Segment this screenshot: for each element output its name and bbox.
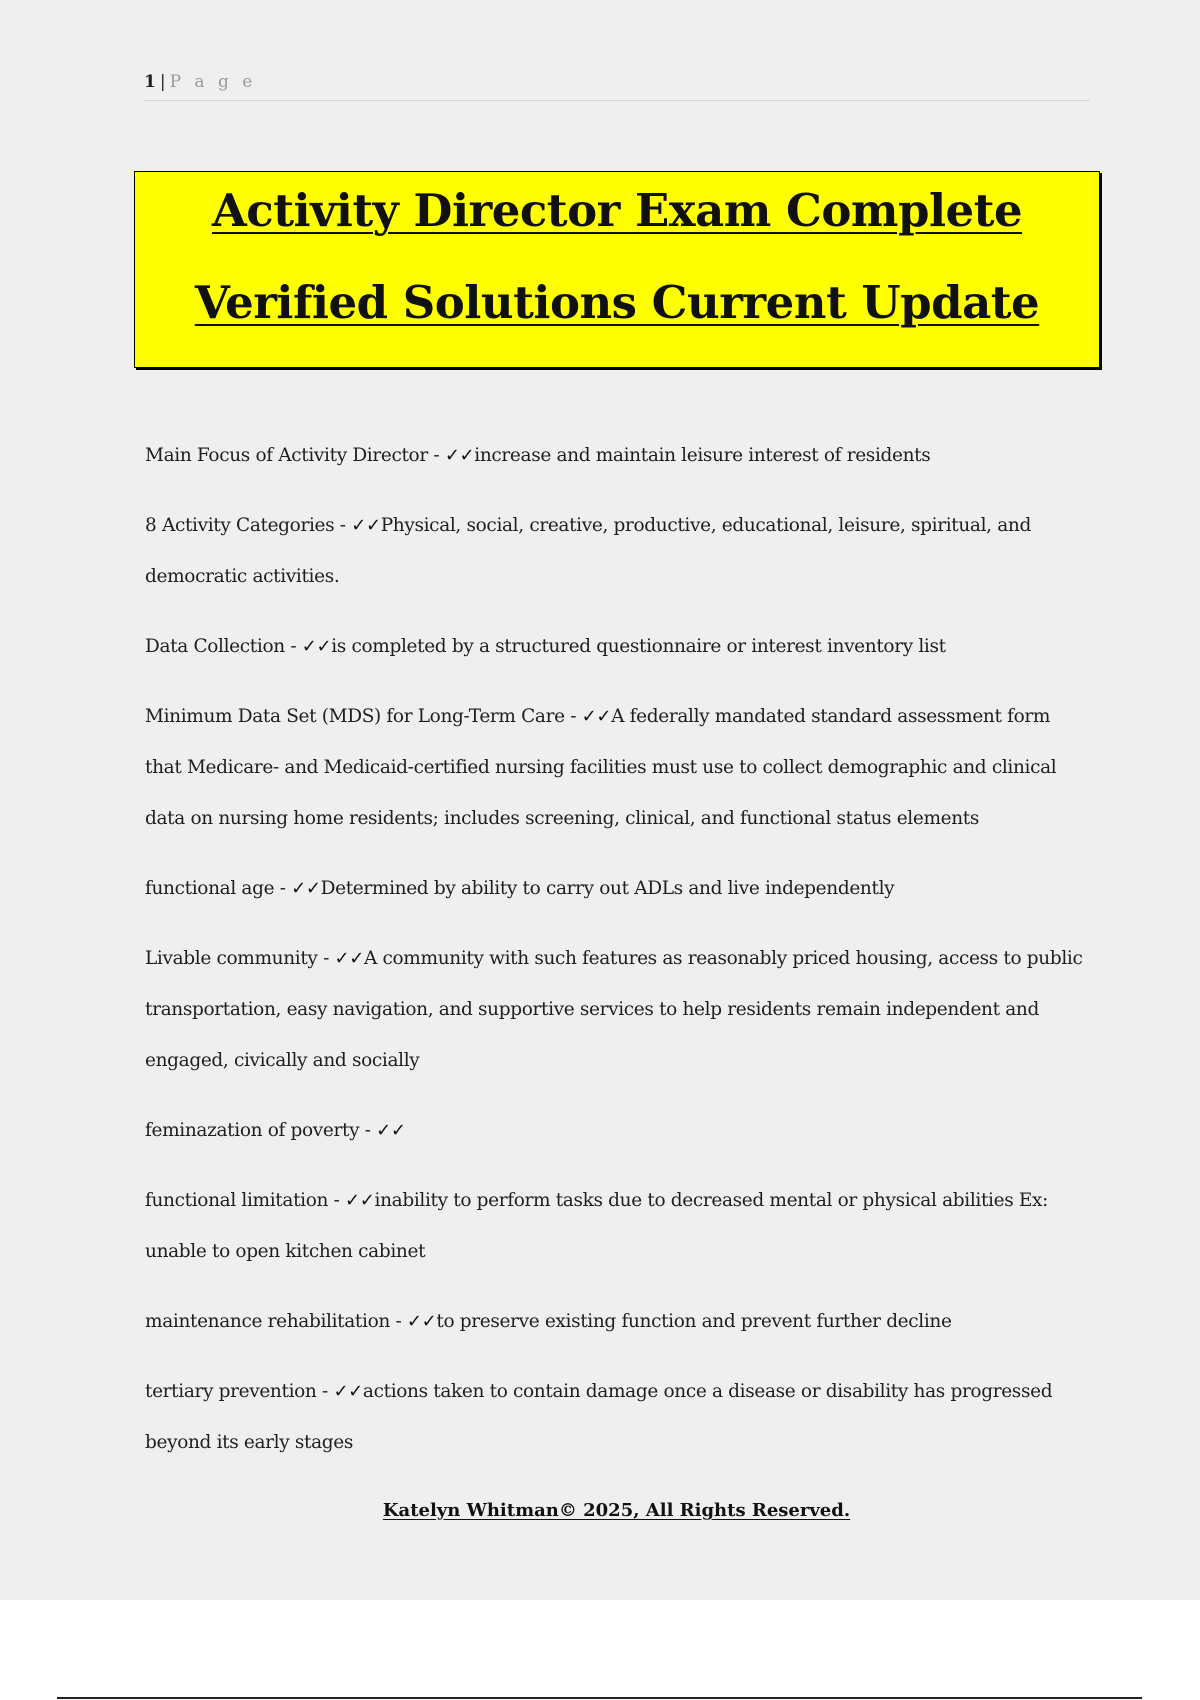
qa-entry: [145, 1105, 1090, 1156]
qa-entry: [145, 621, 1090, 672]
qa-entry: [145, 691, 1090, 844]
qa-entry: [145, 863, 1090, 914]
check-icon: ✓✓: [444, 445, 475, 466]
entry-term: functional age -: [145, 878, 292, 899]
title-line-2: Verified Solutions Current Update: [194, 276, 1040, 329]
entry-definition: inability to perform tasks due to decreased mental or physical abilities Ex: unable to open kitchen cabinet: [145, 1190, 1048, 1262]
entry-term: maintenance rehabilitation -: [145, 1311, 407, 1332]
entry-term: Minimum Data Set (MDS) for Long-Term Care -: [145, 706, 582, 727]
qa-entry: [145, 1296, 1090, 1347]
page-number: 1: [144, 72, 156, 92]
check-icon: ✓✓: [334, 948, 364, 969]
check-icon: ✓✓: [333, 1381, 363, 1402]
qa-entry: [145, 933, 1090, 1086]
entry-term: tertiary prevention -: [145, 1381, 334, 1402]
title-line-1: Activity Director Exam Complete: [211, 184, 1023, 237]
entry-definition: Physical, social, creative, productive, educational, leisure, spiritual, and democratic activities.: [145, 515, 1031, 587]
entry-definition: Determined by ability to carry out ADLs and live independently: [320, 878, 895, 899]
entry-term: Data Collection -: [145, 636, 302, 657]
entry-term: feminazation of poverty -: [145, 1120, 377, 1141]
copyright-footer: [0, 1500, 1200, 1521]
qa-entry: [145, 1175, 1090, 1277]
qa-entry: [145, 1366, 1090, 1468]
check-icon: ✓✓: [301, 636, 332, 657]
qa-entry: [145, 430, 1090, 481]
entry-term: Main Focus of Activity Director -: [145, 445, 445, 466]
page-label: P a g e: [169, 72, 257, 92]
entry-definition: increase and maintain leisure interest of residents: [474, 445, 931, 466]
check-icon: ✓✓: [345, 1190, 375, 1211]
page-separator: |: [159, 72, 166, 92]
qa-list: [145, 430, 1090, 1487]
bottom-divider: [57, 1697, 1142, 1699]
entry-term: functional limitation -: [145, 1190, 346, 1211]
check-icon: ✓✓: [291, 878, 321, 899]
entry-term: 8 Activity Categories -: [145, 515, 352, 536]
check-icon: ✓✓: [581, 706, 612, 727]
check-icon: ✓✓: [376, 1120, 406, 1141]
page-header: [144, 72, 1090, 101]
entry-definition: to preserve existing function and prevent further decline: [436, 1311, 952, 1332]
check-icon: ✓✓: [406, 1311, 437, 1332]
copyright-text: Katelyn Whitman© 2025, All Rights Reserved.: [382, 1500, 851, 1521]
check-icon: ✓✓: [351, 515, 381, 536]
entry-definition: actions taken to contain damage once a disease or disability has progressed beyond its early stages: [145, 1381, 1053, 1453]
qa-entry: [145, 500, 1090, 602]
entry-definition: A federally mandated standard assessment form that Medicare- and Medicaid-certified nursing facilities must use to collect demographic and clinical data on nursing home residents; includes screening, clinical, and functional status elements: [145, 706, 1057, 829]
entry-definition: A community with such features as reasonably priced housing, access to public transportation, easy navigation, and supportive services to help residents remain independent and engaged, civically and socially: [145, 948, 1083, 1071]
title-banner: [134, 171, 1100, 368]
entry-term: Livable community -: [145, 948, 335, 969]
entry-definition: is completed by a structured questionnaire or interest inventory list: [331, 636, 946, 657]
